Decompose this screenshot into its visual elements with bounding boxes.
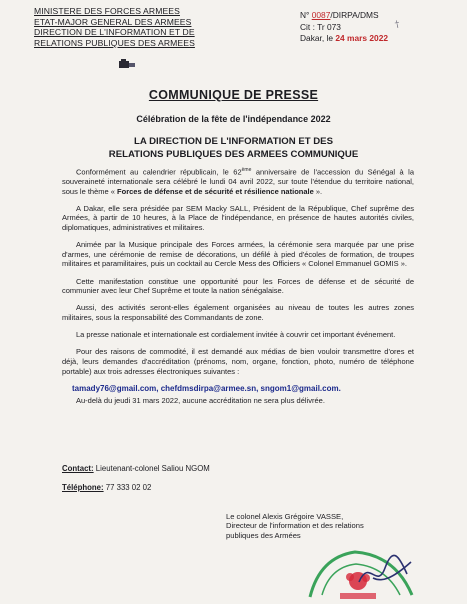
paragraph-opportunity: Cette manifestation constitue une opportunité pour les Forces de défense et de sécurité de communier avec leur Chef Suprême et toute la nation sénégalaise.: [62, 276, 414, 296]
reference-block: [300, 10, 388, 45]
direction-line: DIRECTION DE L'INFORMATION ET DE: [34, 27, 195, 38]
reference-suffix: /DIRPA/DMS: [330, 10, 379, 20]
signatory-title-1: Directeur de l'information et des relations: [226, 521, 364, 531]
staff-line: ETAT-MAJOR GENERAL DES ARMEES: [34, 16, 192, 27]
signatory-name: Le colonel Alexis Grégoire VASSE,: [226, 512, 344, 521]
document-title: COMMUNIQUE DE PRESSE: [148, 88, 319, 102]
relations-line: RELATIONS PUBLIQUES DES ARMEES: [34, 37, 195, 48]
direction-heading-line1: LA DIRECTION DE L'INFORMATION ET DES: [134, 136, 333, 147]
paragraph-anniversary: [62, 166, 414, 196]
signatory-title-2: publiques des Armées: [226, 530, 301, 540]
date-text: 24 mars 2022: [335, 33, 389, 43]
paragraph-anniversary-c: ».: [313, 186, 323, 196]
ministry-line: MINISTERE DES FORCES ARMEES: [34, 6, 180, 16]
email-addresses: tamady76@gmail.com, chefdmsdirpa@armee.sn, sngom1@gmail.com.: [72, 383, 341, 393]
paragraph-ceremony: Animée par la Musique principale des Forces armées, la cérémonie sera marquée par une prise d'armes, une cérémonie de remise de décorations, un défilé à pied d'écoles de formation, de troupes militaires et paramilitaires, puis un cocktail au Cercle Mess des Officiers « Colonel Emmanuel GOMIS ».: [62, 240, 414, 269]
paragraph-anniversary-a: Conformément au calendrier républicain, le 62: [76, 167, 242, 177]
document-subtitle: Célébration de la fête de l'indépendance 2022: [136, 114, 331, 124]
handwritten-signature-icon: [355, 552, 415, 592]
ordinal-suffix: ème: [241, 167, 252, 173]
paragraph-deadline: Au-delà du jeudi 31 mars 2022, aucune accréditation ne sera plus délivrée.: [76, 396, 325, 406]
reference-number: [300, 10, 388, 22]
signature-block: [226, 512, 426, 540]
communique-body: [62, 166, 414, 412]
direction-heading: [0, 136, 467, 161]
contact-label: Contact:: [62, 464, 94, 473]
reference-value: 0087: [311, 10, 331, 20]
place-date-line: [300, 33, 388, 45]
emblem-icon: [118, 58, 136, 70]
reference-prefix: N°: [300, 10, 310, 20]
paragraph-dakar: A Dakar, elle sera présidée par SEM Macky SALL, Président de la République, Chef suprême des Armées, à partir de 10 heures, à la Place de l'indépendance, en présence de hautes autorités civiles, diplomatiques, administratives et militaires.: [62, 203, 414, 233]
phone-label: Téléphone:: [62, 483, 104, 492]
paragraph-anniversary-b: anniversaire de l'accession du Sénégal à la souveraineté internationale sera célébré le lundi 04 avril 2022, sur toute l'étendue du territoire national, sous le thème «: [62, 167, 414, 196]
citation-line: Cit : Tr 073: [300, 21, 341, 32]
paragraph-accreditation: Pour des raisons de commodité, il est demandé aux médias de bien vouloir transmettre d'ores et déjà, leurs demandes d'accréditation (prénoms, nom, organe, fonction, photo, numéro de téléphone portable) aux trois adresses électroniques suivantes :: [62, 347, 414, 376]
phone-value: 77 333 02 02: [105, 483, 152, 492]
phone-line: [62, 483, 151, 492]
direction-heading-line2: RELATIONS PUBLIQUES DES ARMEES COMMUNIQUE: [108, 148, 359, 160]
contact-line: [62, 464, 210, 473]
paragraph-press: La presse nationale et internationale est cordialement invitée à couvrir cet important événement.: [76, 330, 396, 340]
issuing-authority-block: [34, 6, 234, 48]
handwritten-mark: †: [394, 19, 401, 31]
contact-value: Lieutenant-colonel Saliou NGOM: [95, 464, 210, 473]
theme-text: Forces de défense et de sécurité et résilience nationale: [117, 186, 314, 196]
paragraph-zones: Aussi, des activités seront-elles également organisées au niveau de toutes les autres zones militaires, sous la responsabilité des Commandants de zone.: [62, 303, 414, 322]
place-text: Dakar, le: [300, 33, 334, 43]
